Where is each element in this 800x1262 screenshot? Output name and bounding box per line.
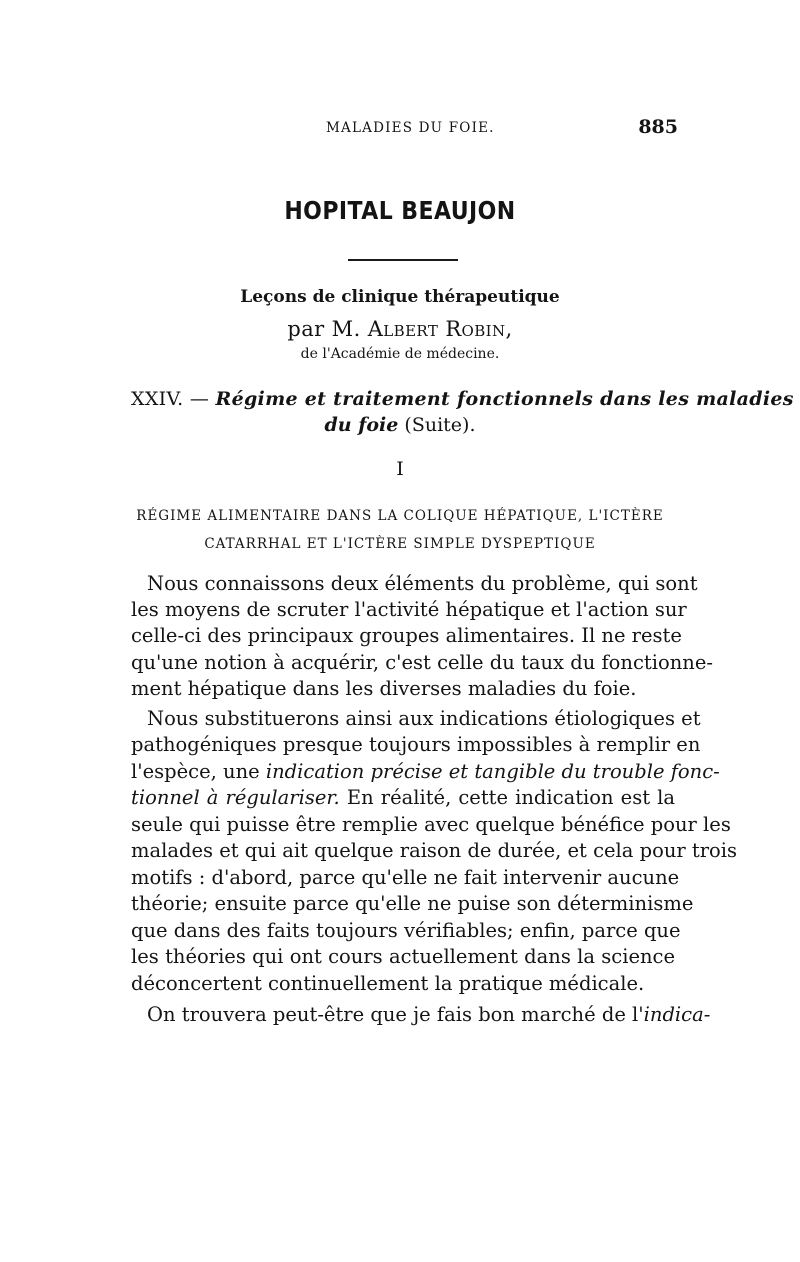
body-line: malades et qui ait quelque raison de durée, et cela pour trois — [131, 839, 738, 862]
body-line — [147, 1002, 711, 1028]
body-line — [131, 785, 675, 811]
body-line: pathogéniques presque toujours impossibles à remplir en — [131, 733, 701, 756]
section-heading-line-1: RÉGIME ALIMENTAIRE DANS LA COLIQUE HÉPATIQUE, L'ICTÈRE — [136, 508, 664, 524]
subtitle: Leçons de clinique thérapeutique — [240, 287, 560, 307]
lecture-title-part2: du foie — [324, 414, 399, 436]
section-number: I — [396, 458, 404, 480]
author-name: Albert Robin, — [367, 317, 513, 341]
body-line: déconcertent continuellement la pratique médicale. — [131, 972, 645, 995]
body-line: les théories qui ont cours actuellement dans la science — [131, 945, 675, 968]
lecture-title-line-1 — [131, 388, 794, 410]
page-number: 885 — [638, 116, 678, 138]
lecture-number: XXIV. — — [131, 388, 210, 410]
author-prefix: par M. — [287, 317, 361, 341]
body-emphasis: tionnel à régulariser. — [131, 786, 340, 809]
body-line: Nous substituerons ainsi aux indications étiologiques et — [147, 707, 701, 730]
body-line: seule qui puisse être remplie avec quelque bénéfice pour les — [131, 813, 731, 836]
body-line: motifs : d'abord, parce qu'elle ne fait intervenir aucune — [131, 866, 680, 889]
body-text: l'espèce, une — [131, 760, 260, 783]
section-heading-line-2: CATARRHAL ET L'ICTÈRE SIMPLE DYSPEPTIQUE — [204, 536, 596, 552]
body-emphasis: indica- — [643, 1003, 711, 1026]
title-divider — [348, 259, 458, 261]
body-line: théorie; ensuite parce qu'elle ne puise son déterminisme — [131, 892, 694, 915]
body-line — [131, 759, 720, 785]
running-head: MALADIES DU FOIE. — [326, 120, 495, 136]
body-line: les moyens de scruter l'activité hépatique et l'action sur — [131, 598, 687, 621]
lecture-title-part1: Régime et traitement fonctionnels dans les maladies — [215, 388, 794, 410]
body-line: que dans des faits toujours vérifiables; enfin, parce que — [131, 919, 681, 942]
author-line — [0, 317, 800, 341]
body-line: Nous connaissons deux éléments du problème, qui sont — [147, 572, 698, 595]
body-line: ment hépatique dans les diverses maladies du foie. — [131, 677, 637, 700]
body-emphasis: indication précise et tangible du trouble fonc- — [265, 760, 720, 783]
lecture-suffix: (Suite). — [404, 414, 476, 436]
body-text: On trouvera peut-être que je fais bon marché de l' — [147, 1003, 644, 1026]
body-text: En réalité, cette indication est la — [346, 786, 675, 809]
page-title: HOPITAL BEAUJON — [284, 196, 516, 225]
body-line: qu'une notion à acquérir, c'est celle du taux du fonctionne- — [131, 651, 713, 674]
affiliation: de l'Académie de médecine. — [300, 346, 500, 362]
lecture-title-line-2 — [0, 414, 800, 436]
body-line: celle-ci des principaux groupes alimentaires. Il ne reste — [131, 624, 682, 647]
